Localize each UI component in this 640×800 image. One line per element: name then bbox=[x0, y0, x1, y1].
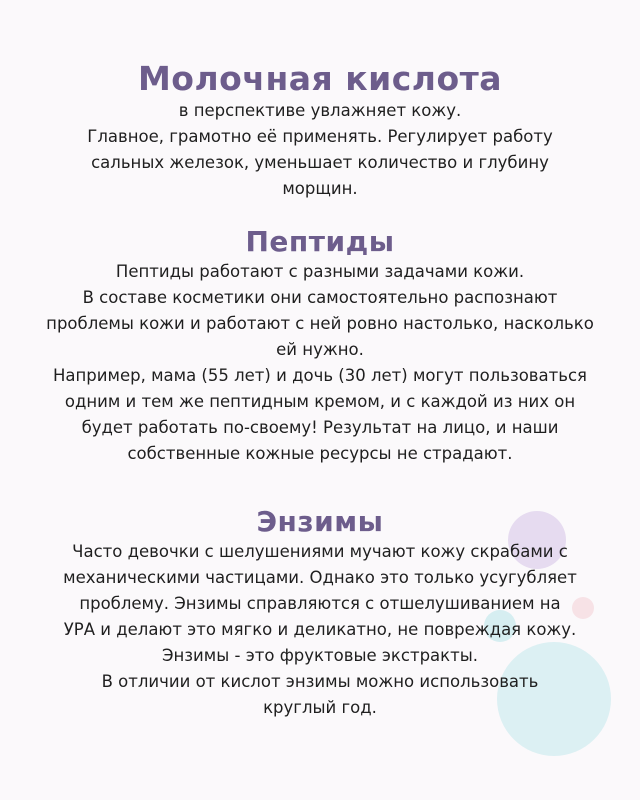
text-line: В составе косметики они самостоятельно распознают bbox=[82, 288, 558, 307]
section-lactic-acid bbox=[0, 60, 640, 202]
text-line: проблему. Энзимы справляются с отшелушиванием на bbox=[79, 594, 561, 613]
text-line: Главное, грамотно её применять. Регулирует работу bbox=[87, 127, 553, 146]
text-line: В отличии от кислот энзимы можно использовать bbox=[101, 672, 539, 691]
section-text bbox=[0, 539, 640, 721]
text-line: Часто девочки с шелушениями мучают кожу скрабами с bbox=[72, 542, 568, 561]
section-text bbox=[0, 259, 640, 467]
text-line: проблемы кожи и работают с ней ровно настолько, насколько bbox=[46, 314, 594, 333]
text-line: в перспективе увлажняет кожу. bbox=[178, 101, 462, 120]
section-title: Пептиды bbox=[245, 225, 395, 258]
text-line: УРА и делают это мягко и деликатно, не повреждая кожу. bbox=[63, 620, 577, 639]
text-line: собственные кожные ресурсы не страдают. bbox=[127, 444, 513, 463]
text-line: механическими частицами. Однако это только усугубляет bbox=[63, 568, 577, 587]
text-line: морщин. bbox=[282, 179, 358, 198]
text-line: будет работать по-своему! Результат на лицо, и наши bbox=[81, 418, 559, 437]
section-text bbox=[0, 98, 640, 202]
text-line: Пептиды работают с разными задачами кожи. bbox=[115, 262, 525, 281]
section-peptides bbox=[0, 225, 640, 467]
section-title: Молочная кислота bbox=[137, 59, 503, 98]
section-title: Энзимы bbox=[256, 505, 384, 538]
text-line: сальных железок, уменьшает количество и глубину bbox=[91, 153, 549, 172]
text-line: одним и тем же пептидным кремом, и с каждой из них он bbox=[64, 392, 576, 411]
section-enzymes bbox=[0, 505, 640, 721]
text-line: Энзимы - это фруктовые экстракты. bbox=[161, 646, 479, 665]
text-line: Например, мама (55 лет) и дочь (30 лет) могут пользоваться bbox=[53, 366, 587, 385]
text-line: ей нужно. bbox=[276, 340, 364, 359]
text-line: круглый год. bbox=[263, 698, 377, 717]
